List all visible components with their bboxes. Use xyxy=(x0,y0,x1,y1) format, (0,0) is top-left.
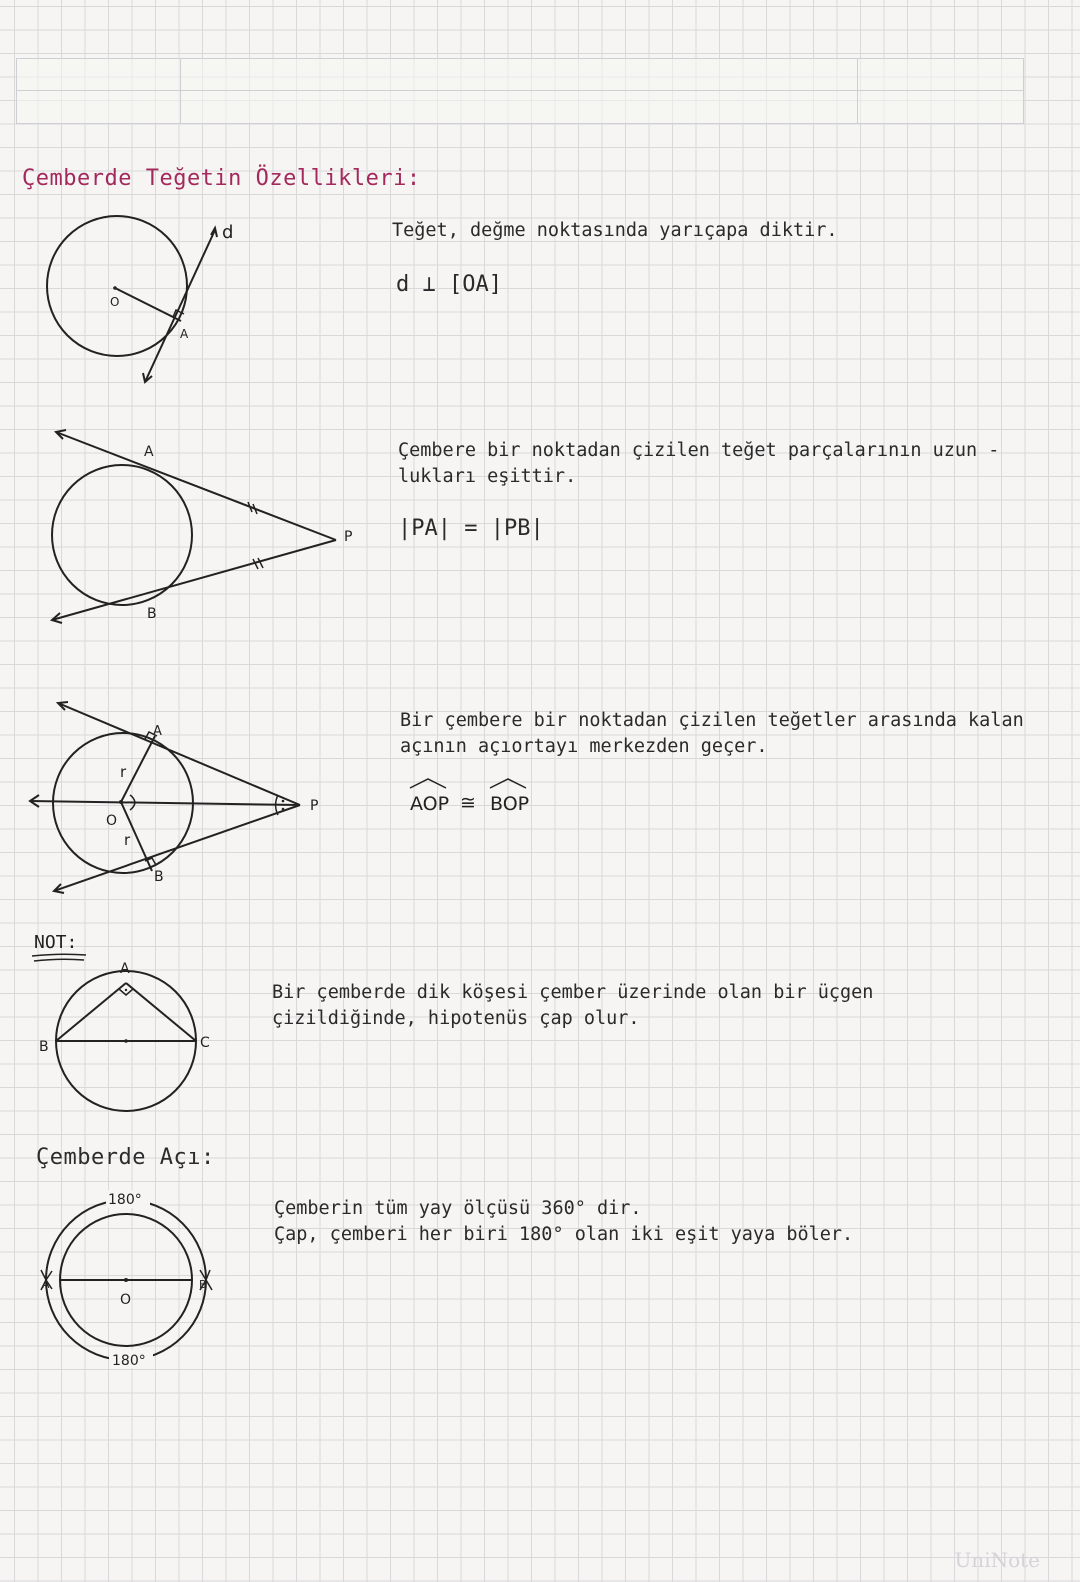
section-title-tangent: Çemberde Teğetin Özellikleri: xyxy=(22,166,421,191)
label-180-bottom: 180° xyxy=(112,1353,146,1369)
label-o: O xyxy=(106,813,118,829)
property-3-text: Bir çembere bir noktadan çizilen teğetler arasında kalan açının açıortayı merkezden geçer. xyxy=(400,710,1024,757)
label-a: A xyxy=(42,1278,50,1291)
figure-equal-tangents xyxy=(40,420,370,630)
property-3-formula xyxy=(408,776,548,816)
property-1-text: Teğet, değme noktasında yarıçapa diktir. xyxy=(392,220,838,241)
label-o: O xyxy=(120,1292,132,1308)
note-text: Bir çemberde dik köşesi çember üzerinde olan bir üçgen çizildiğinde, hipotenüs çap olur. xyxy=(272,982,874,1029)
figure-tangent-perpendicular xyxy=(40,210,260,390)
figure-bisector-center xyxy=(28,695,328,900)
label-r1: r xyxy=(120,763,127,781)
formula-right: BOP xyxy=(490,793,530,815)
figure-semicircle-arcs xyxy=(34,1182,234,1382)
label-o: O xyxy=(110,295,120,309)
formula-symbol: ≅ xyxy=(460,792,476,814)
property-1-formula: d ⊥ [OA] xyxy=(396,272,502,297)
label-b: B xyxy=(147,606,157,622)
label-b: B xyxy=(154,869,164,885)
label-c: C xyxy=(200,1035,210,1051)
property-2-formula: |PA| = |PB| xyxy=(398,516,544,541)
label-r2: r xyxy=(124,831,131,849)
angle-text: Çemberin tüm yay ölçüsü 360° dir. Çap, çemberi her biri 180° olan iki eşit yaya böler. xyxy=(274,1198,854,1245)
label-p: P xyxy=(310,798,319,814)
header-box xyxy=(16,58,1024,124)
label-180-top: 180° xyxy=(108,1192,142,1208)
label-d: d xyxy=(222,222,234,243)
formula-left: AOP xyxy=(410,793,450,815)
label-p: P xyxy=(344,529,353,545)
watermark: UniNote xyxy=(954,1548,1040,1572)
label-a: A xyxy=(144,444,154,460)
note-label: NOT: xyxy=(34,932,78,953)
label-a: A xyxy=(120,961,130,977)
figure-inscribed-right-triangle xyxy=(34,955,224,1120)
section-title-angle: Çemberde Açı: xyxy=(36,1145,215,1170)
label-b: B xyxy=(199,1278,207,1291)
property-2-text: Çembere bir noktadan çizilen teğet parçalarının uzun - lukları eşittir. xyxy=(398,440,1000,487)
label-a: A xyxy=(153,724,162,739)
label-b: B xyxy=(39,1039,49,1055)
label-a: A xyxy=(180,327,189,341)
